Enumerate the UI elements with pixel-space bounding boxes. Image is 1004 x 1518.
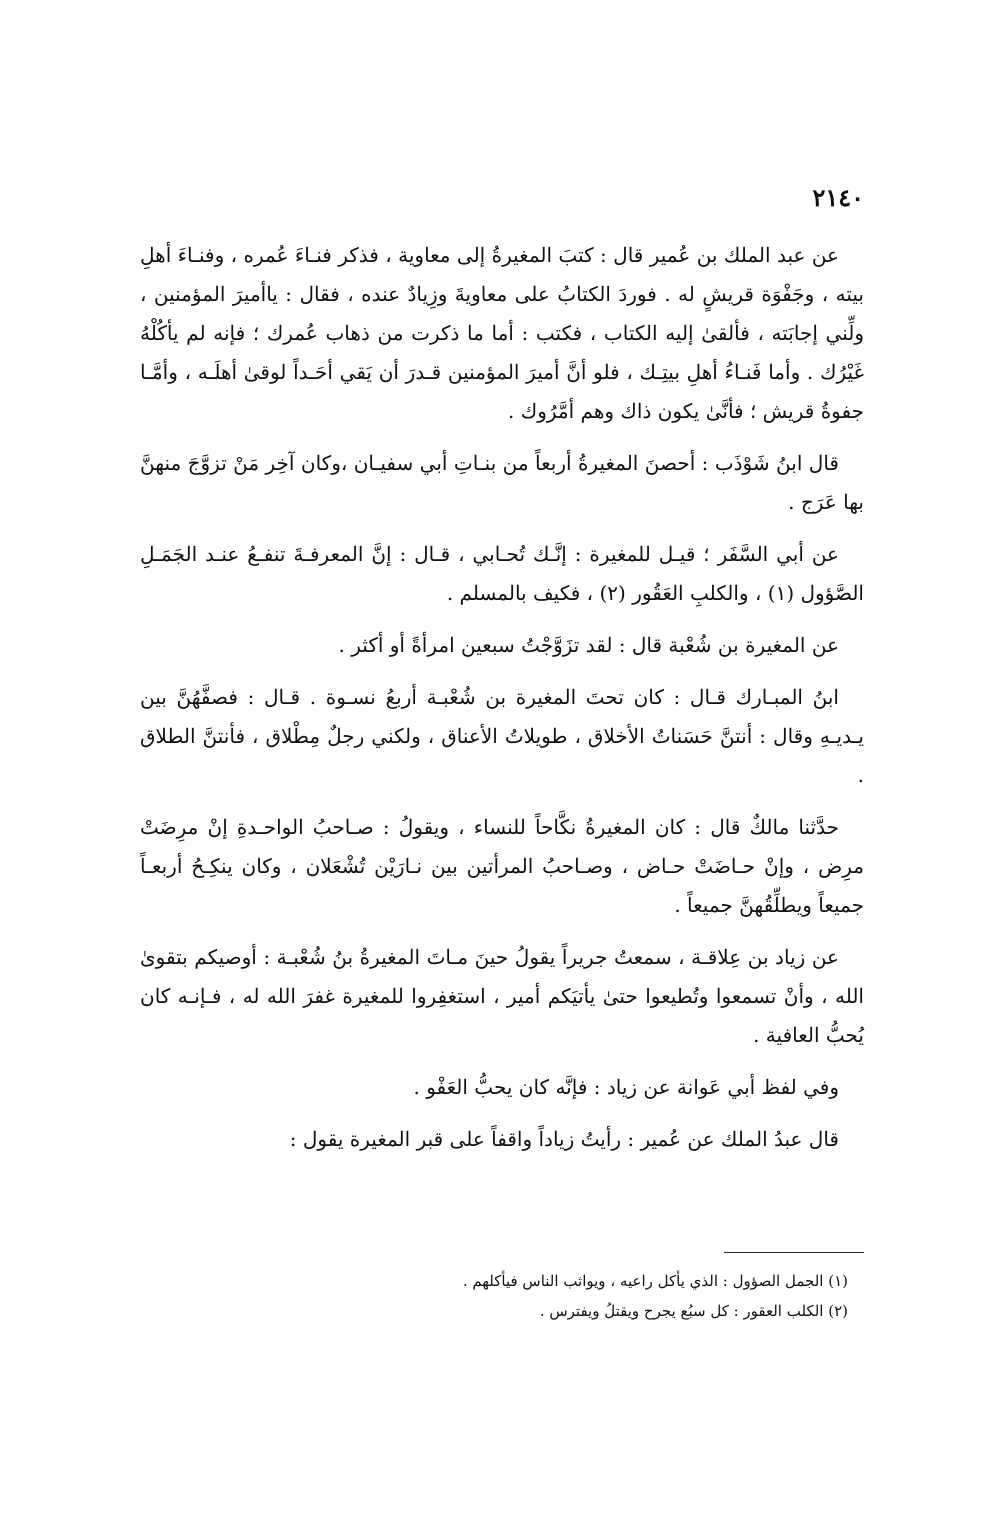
paragraph-7: عن زياد بن عِلاقـة ، سمعتُ جريراً يقولُ حينَ مـاتَ المغيرةُ بنُ شُعْبـة : أوصيكم بتقوىٰ الله ، وأنْ تسمعوا وتُطيعوا حتىٰ يأتيَكم أمير ، استغفِروا للمغيرة غفرَ الله له ، فـإنـه كان يُحبُّ العافية .: [140, 945, 864, 1047]
footnotes: [140, 1266, 864, 1326]
paragraph-1: عن عبد الملك بن عُمير قال : كتبَ المغيرةُ إلى معاوية ، فذكر فنـاءَ عُمره ، وفنـاءَ أهلِ بيته ، وجَفْوَة قريشٍ له . فوردَ الكتابُ على معاويةَ وزِيادٌ عنده ، فقال : ياأميرَ المؤمنين ، ولِّني إجابَته ، فألقىٰ إليه الكتاب ، فكتب : أما ما ذكرت من ذهاب عُمرك ؛ فإنه لم يأكُلْهُ غَيْرُك . وأما فَنـاءُ أهلِ بيتِـك ، فلو أنَّ أميرَ المؤمنين قـدرَ أن يَقي أحَـداً لوقىٰ أهلَـه ، وأمَّـا جفوةُ قريش ؛ فأنَّىٰ يكون ذاك وهم أمَّرُوك .: [140, 243, 864, 423]
paragraph-9: قال عبدُ الملك عن عُمير : رأيتُ زياداً واقفاً على قبر المغيرة يقول :: [289, 1127, 839, 1151]
main-text: [140, 236, 864, 1172]
paragraph-5: ابنُ المبـارك قـال : كان تحتَ المغيرة بن شُعْبـة أربعُ نسـوة . قـال : فصفَّهُنَّ بين يـديـهِ وقال : أنتنَّ حَسَناتُ الأخلاق ، طويلاتُ الأعناق ، ولكني رجلٌ مِطْلاق ، فأنتنَّ الطلاق .: [140, 685, 864, 787]
paragraph-8: وفي لفظ أبي عَوانة عن زياد : فإنَّه كان يحبُّ العَفْو .: [413, 1075, 839, 1099]
footnote-separator: [724, 1252, 864, 1253]
paragraph-6: حدَّثنا مالكٌ قال : كان المغيرةُ نكَّاحاً للنساء ، ويقولُ : صـاحبُ الواحـدةِ إنْ مرِضَتْ مرِض ، وإنْ حـاضَتْ حـاض ، وصـاحبُ المرأتين بين نـارَيْن تُشْعَلان ، وكان ينكِـحُ أربعـاً جميعاً ويطلِّقُهنَّ جميعاً .: [140, 815, 864, 917]
footnote-2: (٢) الكلب العقور : كل سبُع يجرح ويقتلُ ويفترس .: [539, 1302, 848, 1320]
footnote-1: (١) الجمل الصؤول : الذي يأكل راعيه ، ويواثب الناس فيأكلهم .: [462, 1272, 848, 1290]
paragraph-3: عن أبي السَّفَر ؛ قيـل للمغيرة : إنَّـك تُحـابي ، قـال : إنَّ المعرفـةَ تنفـعُ عنـد الجَمَـلِ الصَّؤول (١) ، والكلبِ العَقُور (٢) ، فكيف بالمسلم .: [140, 542, 864, 605]
page-number: ٢١٤٠: [812, 183, 864, 212]
paragraph-4: عن المغيرة بن شُعْبة قال : لقد تزَوَّجْتُ سبعين امرأةً أو أكثر .: [338, 633, 839, 657]
paragraph-2: قال ابنُ شَوْذَب : أحصنَ المغيرةُ أربعاً من بنـاتِ أبي سفيـان ،وكان آخِر مَنْ تزوَّجَ منهنَّ بها عَرَج .: [140, 451, 864, 514]
